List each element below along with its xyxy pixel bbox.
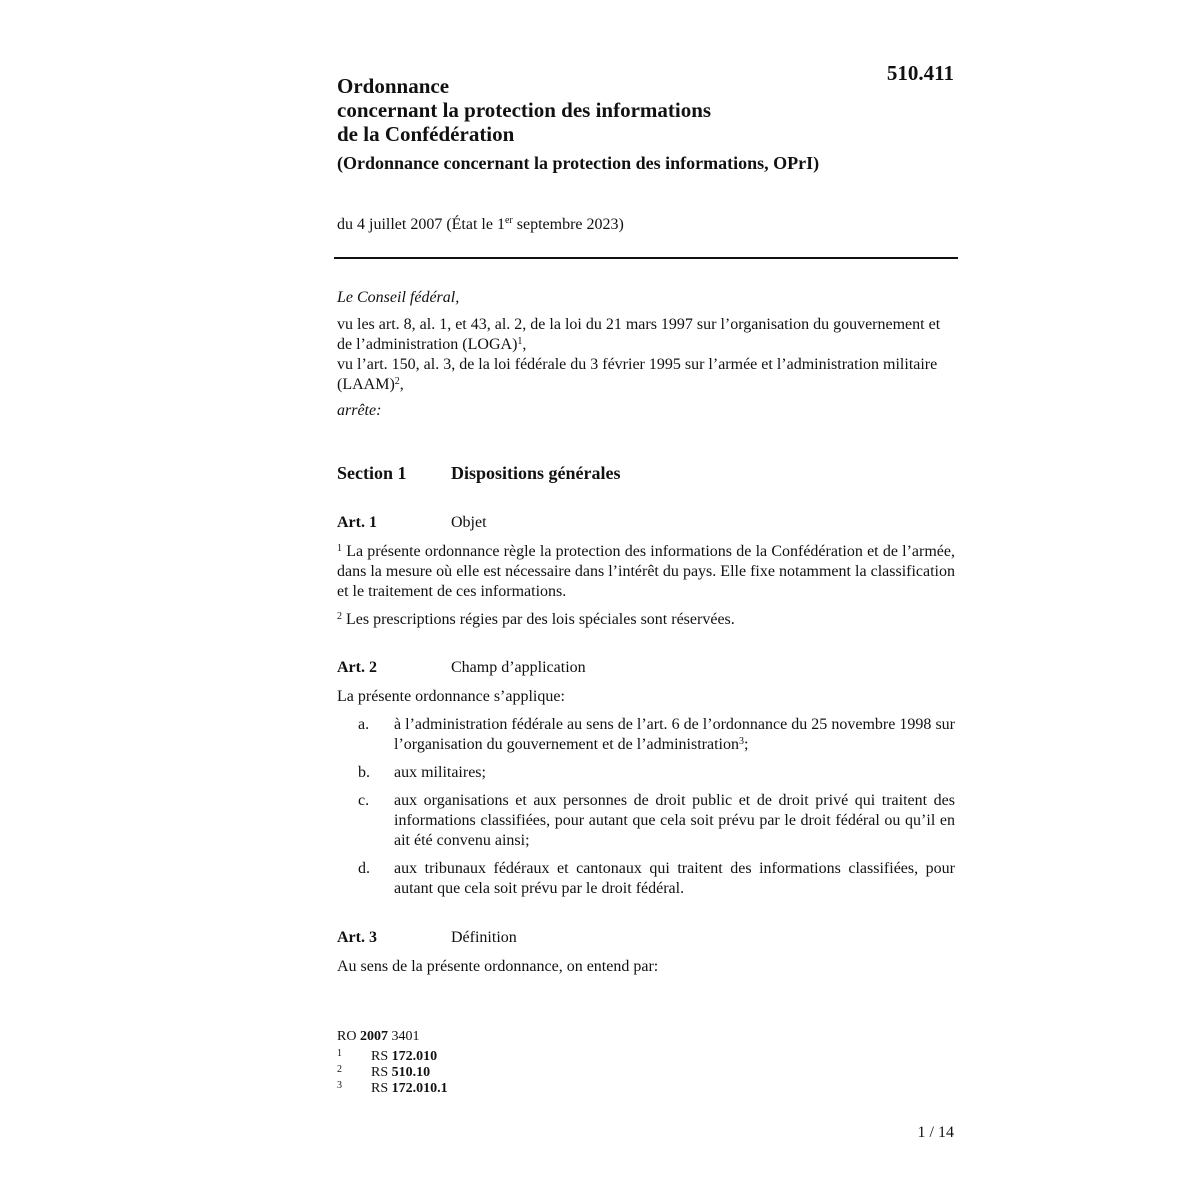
preamble-vu-1 [337, 315, 957, 355]
ro-prefix: RO [337, 1029, 360, 1044]
footnote-ref-2[interactable]: 2 [394, 376, 400, 387]
paragraph-number: 1 [337, 543, 342, 554]
document-subtitle: (Ordonnance concernant la protection des informations, OPrI) [337, 153, 820, 173]
art-1-paragraph-1 [337, 542, 955, 602]
art-3-title: Définition [451, 929, 517, 946]
list-item-text: à l’administration fédérale au sens de l’art. 6 de l’ordonnance du 25 novembre 1998 sur l’organisation du gouvernement et de l’administration [394, 716, 955, 753]
title-line-2: concernant la protection des informations [337, 98, 712, 122]
art-2-number: Art. 2 [337, 659, 377, 676]
page-number: 1 / 14 [917, 1124, 954, 1141]
list-item-label: d. [358, 860, 370, 877]
footnote-1 [337, 1049, 437, 1065]
list-item-label: a. [358, 716, 370, 733]
section-number: Section 1 [337, 463, 407, 483]
art-1-paragraph-2-text: Les prescriptions régies par des lois spéciales sont réservées. [342, 611, 735, 628]
section-title: Dispositions générales [451, 463, 621, 483]
footnote-prefix: RS [371, 1065, 392, 1080]
footnote-ref-3[interactable]: 3 [738, 736, 744, 747]
list-item-label: c. [358, 792, 370, 809]
footnote-ref-link[interactable]: 172.010.1 [391, 1081, 448, 1096]
footnote-ref-link[interactable]: 510.10 [391, 1065, 431, 1080]
list-item-text: aux tribunaux fédéraux et cantonaux qui traitent des informations classifiées, pour autant que cela soit prévu par le droit fédéral. [394, 860, 955, 897]
list-item-label: b. [358, 764, 370, 781]
preamble-authority: Le Conseil fédéral, [337, 289, 460, 306]
art-1-paragraph-1-text: La présente ordonnance règle la protection des informations de la Confédération et de l’armée, dans la mesure où elle est nécessaire dans l’intérêt du pays. Elle fixe notamment la classification et le traitement de ces informations. [337, 543, 955, 600]
header-divider [334, 257, 958, 259]
list-item [337, 763, 955, 783]
art-3-intro: Au sens de la présente ordonnance, on entend par: [337, 958, 659, 975]
art-1-paragraph-2 [337, 610, 955, 630]
footnote-number: 3 [337, 1080, 342, 1091]
rs-number: 510.411 [886, 61, 954, 85]
preamble-decision: arrête: [337, 402, 382, 419]
art-2-title: Champ d’application [451, 659, 586, 676]
ro-year: 2007 [359, 1029, 388, 1044]
art-2-intro: La présente ordonnance s’applique: [337, 688, 565, 705]
art-3-heading [337, 929, 517, 947]
list-item [337, 791, 955, 851]
footnote-prefix: RS [371, 1081, 392, 1096]
paragraph-number: 2 [337, 611, 342, 622]
footnote-2 [337, 1065, 430, 1081]
art-1-heading [337, 514, 487, 532]
date-prefix: du 4 juillet 2007 (État le 1 [337, 216, 505, 233]
art-1-number: Art. 1 [337, 514, 377, 531]
footnote-ref-link[interactable]: 172.010 [391, 1049, 438, 1064]
art-3-number: Art. 3 [337, 929, 377, 946]
footnote-number: 2 [337, 1064, 342, 1075]
title-line-3: de la Confédération [337, 122, 515, 146]
footnote-3 [337, 1081, 448, 1097]
title-line-1: Ordonnance [337, 74, 450, 98]
list-item-text: aux militaires; [394, 764, 486, 781]
list-item-text: aux organisations et aux personnes de droit public et de droit privé qui traitent des informations classifiées, pour autant que cela soit prévu par le droit fédéral ou qu’il en ait été convenu ainsi; [394, 792, 955, 849]
section-1-heading [337, 463, 621, 484]
footnote-ref-1[interactable]: 1 [517, 336, 523, 347]
ro-page: 3401 [387, 1029, 420, 1044]
preamble-vu-1-text: vu les art. 8, al. 1, et 43, al. 2, de la loi du 21 mars 1997 sur l’organisation du gouvernement et de l’administration (LOGA) [337, 316, 941, 353]
date-superscript: er [504, 215, 513, 226]
preamble-vu-2-text: vu l’art. 150, al. 3, de la loi fédérale du 3 février 1995 sur l’armée et l’administration militaire (LAAM) [337, 356, 938, 393]
document-title [337, 74, 867, 146]
list-item-end: ; [743, 736, 749, 753]
preamble-vu-2 [337, 355, 957, 395]
preamble-vu-2-end: , [399, 376, 404, 393]
date-suffix: septembre 2023) [512, 216, 624, 233]
art-1-title: Objet [451, 514, 487, 531]
preamble-vu-1-end: , [522, 336, 527, 353]
document-date [337, 216, 624, 234]
art-2-heading [337, 659, 586, 677]
list-item [337, 715, 955, 755]
footnote-prefix: RS [371, 1049, 392, 1064]
ro-reference [337, 1029, 419, 1045]
list-item [337, 859, 955, 899]
footnote-number: 1 [337, 1048, 342, 1059]
